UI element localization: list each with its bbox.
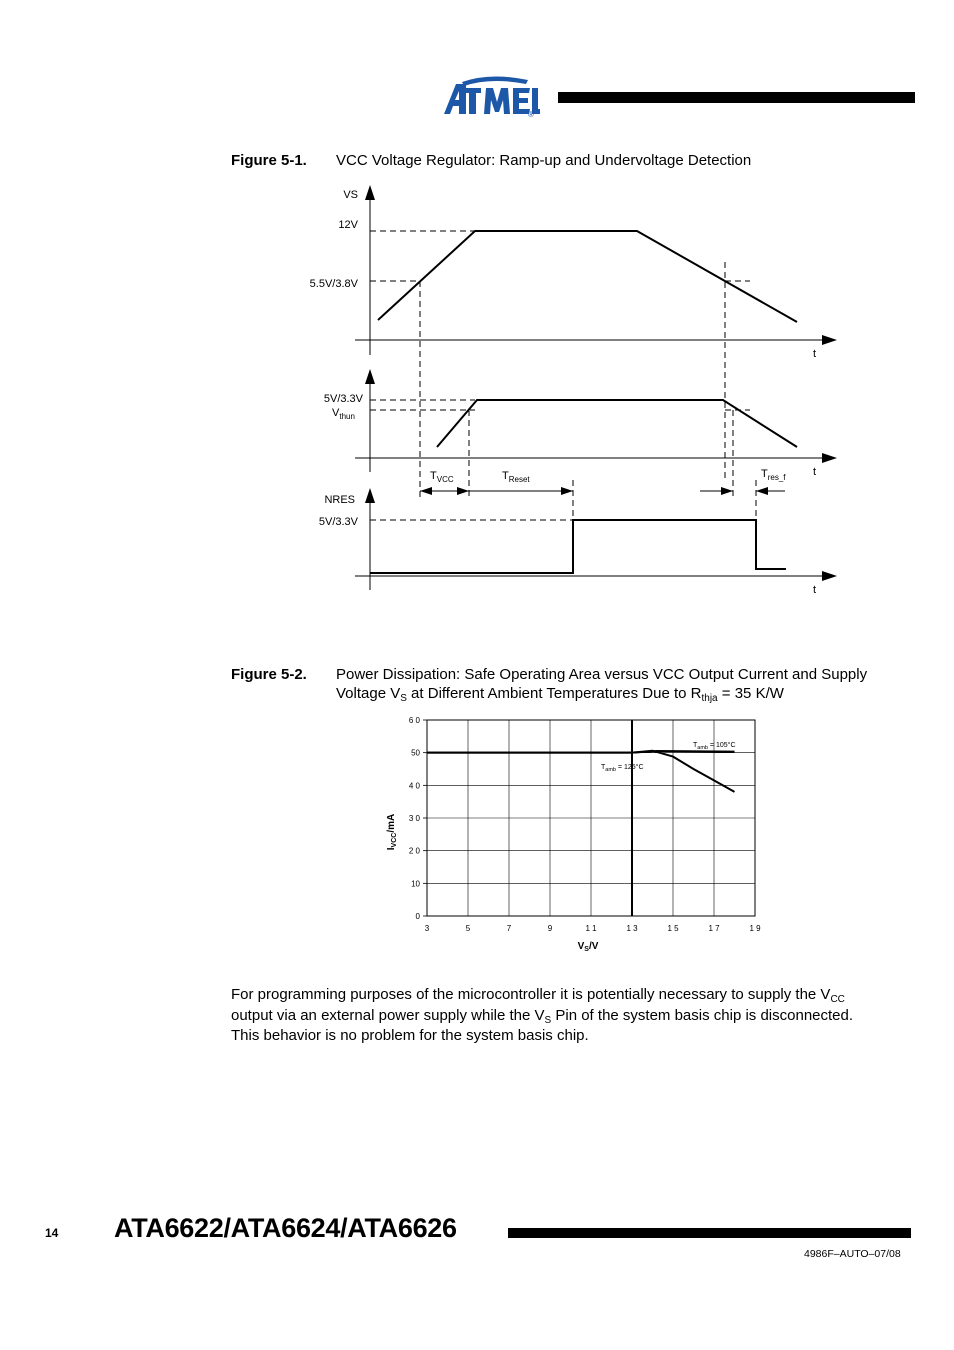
t-label-2: t xyxy=(813,466,817,478)
figure1-title: VCC Voltage Regulator: Ramp-up and Undervoltage Detection xyxy=(336,152,752,169)
v12-label: 12V xyxy=(338,219,358,231)
nres-y-arrow xyxy=(365,488,375,503)
figure1-timing-diagram xyxy=(280,180,860,600)
vs-label: VS xyxy=(343,189,358,201)
atmel-logo-graphic xyxy=(440,72,540,122)
tresf-label: $T_{res\_f}$ xyxy=(761,468,786,482)
v55-label: 5.5V/3.8V xyxy=(309,278,358,290)
footer-product-title: ATA6622/ATA6624/ATA6626 xyxy=(114,1213,457,1243)
x-tick-label: 5 xyxy=(465,924,471,933)
y-tick-label: 3 0 xyxy=(408,814,420,823)
y-tick-label: 2 0 xyxy=(408,846,420,856)
vcc-x-arrow xyxy=(822,453,837,463)
nres-label: NRES xyxy=(324,494,355,506)
x-tick-label: 1 3 xyxy=(626,924,638,933)
treset-label: $T_{Reset}$ xyxy=(502,470,530,484)
y-tick-label: 6 0 xyxy=(408,716,420,725)
t-label-3: t xyxy=(813,584,817,596)
x-tick-label: 3 xyxy=(424,924,430,933)
vout-label: 5V/3.3V xyxy=(323,393,363,405)
figure2-title: Power Dissipation: Safe Operating Area versus VCC Output Current and Supply Voltage $V_S$ at Different Ambient Temperatures Due to $R_{thja} = 35$ K/W xyxy=(336,666,868,704)
vcc-waveform xyxy=(437,400,797,447)
tvcc-label: $T_{VCC}$ xyxy=(430,470,454,484)
nres-x-arrow xyxy=(822,571,837,581)
header-rule xyxy=(558,92,915,103)
safe-operating-area-chart xyxy=(370,708,770,958)
t-label-1: t xyxy=(813,348,817,360)
x-tick-label: 9 xyxy=(547,924,553,933)
legend-125: $T_{amb} = 125^\circ C$ xyxy=(601,764,644,773)
x-tick-label: 1 9 xyxy=(749,924,761,933)
y-tick-label: 50 xyxy=(411,748,420,758)
figure1-label: Figure 5-1. xyxy=(231,152,307,169)
document-code: 4986F–AUTO–07/08 xyxy=(804,1248,901,1260)
nres-waveform xyxy=(370,520,786,573)
figure2-label: Figure 5-2. xyxy=(231,666,307,683)
x-tick-label: 1 7 xyxy=(708,924,720,933)
vcc-y-arrow xyxy=(365,369,375,384)
body-paragraph: For programming purposes of the microcontroller it is potentially necessary to supply the $V_{CC}$ output via an external power supply while the $V_S$ Pin of the system basis chip is disconnected. This behavior is no problem for the system basis chip. xyxy=(231,986,854,1044)
nres-level-label: 5V/3.3V xyxy=(318,516,358,528)
figure2-title-line1: Power Dissipation: Safe Operating Area versus VCC Output Current and Supply xyxy=(336,666,868,683)
x-tick-label: 1 5 xyxy=(667,924,679,933)
y-tick-label: 4 0 xyxy=(408,781,420,791)
vs-x-arrow xyxy=(822,335,837,345)
x-axis-label: $V_S/V$ xyxy=(577,941,599,953)
atmel-logo xyxy=(440,72,540,122)
y-axis-label: $I_{VCC}/mA$ xyxy=(386,813,398,851)
x-tick-label: 1 1 xyxy=(585,924,597,933)
registered-mark: ® xyxy=(528,110,534,119)
page-number: 14 xyxy=(45,1226,59,1240)
legend-105: $T_{amb} = 105^\circ C$ xyxy=(693,742,736,751)
y-tick-label: 0 xyxy=(415,912,420,921)
footer-rule xyxy=(508,1228,911,1238)
vthun-label: $V_{thun}$ xyxy=(332,407,355,421)
y-tick-label: 10 xyxy=(411,879,420,889)
vs-waveform xyxy=(378,231,797,322)
vs-y-arrow xyxy=(365,185,375,200)
x-tick-label: 7 xyxy=(506,924,512,933)
series-line-1 xyxy=(427,751,735,792)
